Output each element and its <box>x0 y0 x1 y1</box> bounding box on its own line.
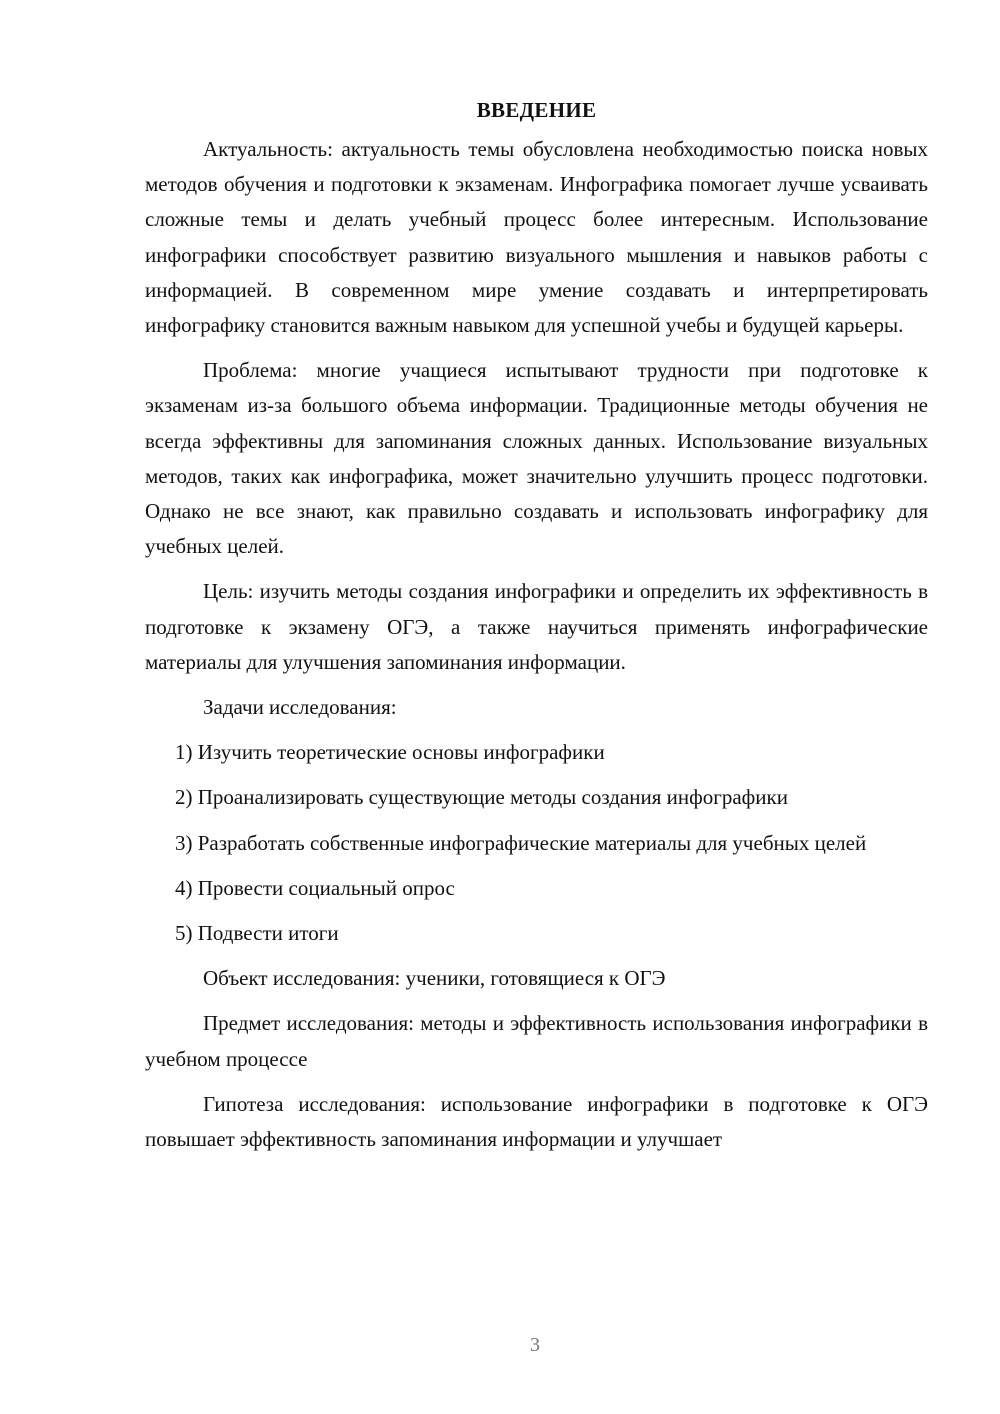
task-item-5: 5) Подвести итоги <box>175 921 339 946</box>
paragraph-object: Объект исследования: ученики, готовящиеся к ОГЭ <box>203 966 666 991</box>
page-number: 3 <box>530 1334 540 1356</box>
paragraph-goal: Цель: изучить методы создания инфографики и определить их эффективность в подготовке к экзамену ОГЭ, а также научиться применять инфографические материалы для улучшения запоминания информации. <box>145 579 928 674</box>
section-heading: ВВЕДЕНИЕ <box>476 98 597 122</box>
paragraph-problem: Проблема: многие учащиеся испытывают трудности при подготовке к экзаменам из-за большого объема информации. Традиционные методы обучения не всегда эффективны для запоминания сложных данных. Использование визуальных методов, таких как инфографика, может значительно улучшить процесс подготовки. Однако не все знают, как правильно создавать и использовать инфографику для учебных целей. <box>145 358 928 559</box>
task-item-2: 2) Проанализировать существующие методы создания инфографики <box>175 785 788 810</box>
paragraph-subject: Предмет исследования: методы и эффективность использования инфографики в учебном процессе <box>145 1011 928 1071</box>
tasks-title: Задачи исследования: <box>203 695 397 720</box>
paragraph-hypothesis: Гипотеза исследования: использование инфографики в подготовке к ОГЭ повышает эффективность запоминания информации и улучшает <box>145 1091 928 1152</box>
page-content <box>145 96 928 1157</box>
task-item-3: 3) Разработать собственные инфографические материалы для учебных целей <box>175 830 867 855</box>
paragraph-actuality: Актуальность: актуальность темы обусловлена необходимостью поиска новых методов обучения и подготовки к экзаменам. Инфографика помогает лучше усваивать сложные темы и делать учебный процесс более интересным. Использование инфографики способствует развитию визуального мышления и навыков работы с информацией. В современном мире умение создавать и интерпретировать инфографику становится важным навыком для успешной учебы и будущей карьеры. <box>145 137 928 338</box>
task-item-4: 4) Провести социальный опрос <box>175 875 455 900</box>
task-item-1: 1) Изучить теоретические основы инфографики <box>175 740 605 765</box>
